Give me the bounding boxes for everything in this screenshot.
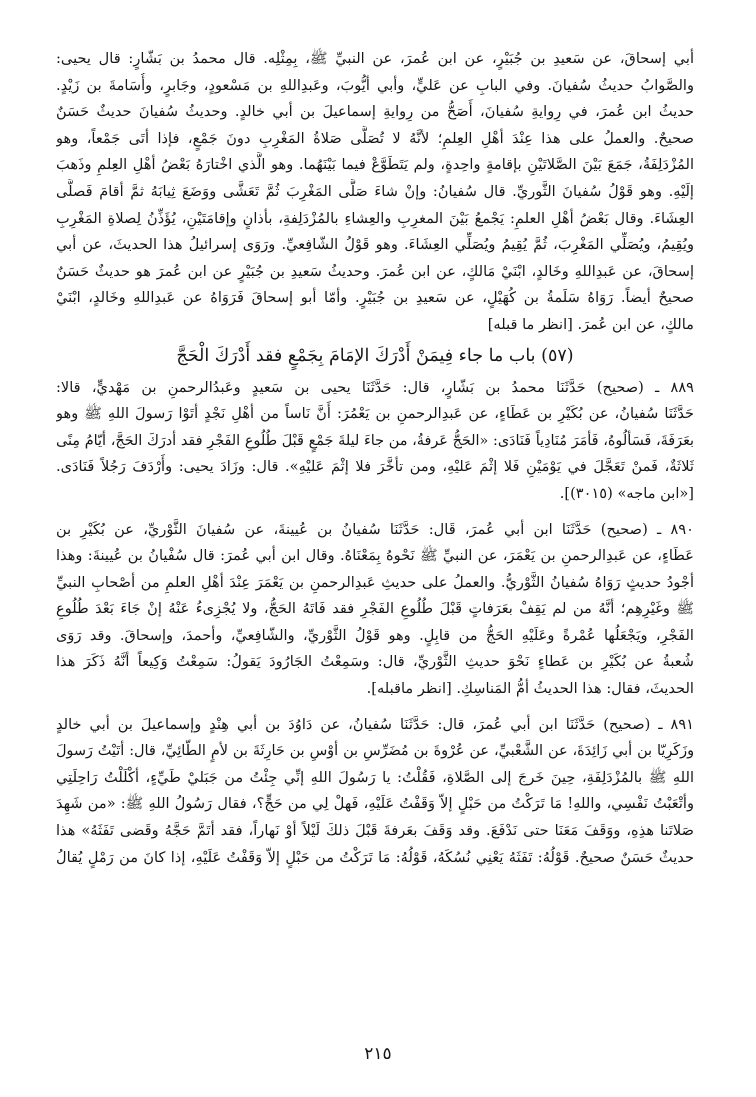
text-line: بعَرَفَةَ، فَسَألُوهُ، فَأمَرَ مُنَادِياً فَنَادَى: «الحَجُّ عَرفةُ، من جاءَ ليلةَ جَمْعٍ قَبْلَ طُلُوعِ الفَجْرِ فقد أدرَكَ الحَجَّ، أيّامُ مِنًى xyxy=(56,432,694,449)
text-line: ويُقِيمُ، ويُصَلِّي المَغْرِبَ، ثُمَّ يُقِيمُ ويُصَلِّي العِشَاءَ. وهو قَوْلُ الشّافِعيِّ. ورَوَى إسرائيلُ هذا الحديثَ، عن أبي xyxy=(56,236,694,254)
text-line: عَطَاءٍ، عن عَبدِالرحمنِ بن يَعْمَرَ، عن النبيِّ ﷺ نَحْوهُ بِمَعْنَاهُ. وقال ابن أبي عُمرَ: قال سُفْيانُ بن عُيينةَ: وهذا xyxy=(56,547,694,565)
chapter-heading: (٥٧) باب ما جاء فِيمَنْ أَدْرَكَ الإمَامَ بِجَمْعٍ فقد أَدْرَكَ الْحَجَّ xyxy=(176,345,574,366)
page-number: ٢١٥ xyxy=(364,1044,392,1064)
paragraph-gap xyxy=(56,508,694,515)
hadith-889 xyxy=(56,375,694,508)
text-line: إسحاقَ، عن عَبدِاللهِ وخَالدٍ، ابْنَيْ مَالكٍ، عن ابن عُمرَ. وحديثُ سَعيدِ بن جُبَيْرٍ عن ابن عُمرَ هو حديثٌ حَسَنٌ xyxy=(56,262,694,280)
text-line: وزَكَرِيّا بن أبي زَائِدَةَ، عن الشَّعْبيِّ، عن عُرْوةَ بن مُضَرِّسِ بن أوْسِ بن حَارِثَةَ بن لأمٍ الطّائِيِّ، قال: أتَيْتُ رَسولَ xyxy=(56,743,694,760)
text-line: الفَجْرِ، ويَجْعَلُها عُمْرةً وعَلَيْهِ الحَجُّ من قابِلٍ. وهو قَوْلُ الثَّوْريِّ، والشّافِعيِّ، وأحمدَ، وإسحاقَ. وقد رَوَى xyxy=(56,626,694,644)
text-line: المُزْدَلِفَةُ، جَمَعَ بَيْنَ الصَّلاتَيْنِ بإقامةٍ واحِدةٍ، ولم يَتَطَوَّعْ فيما بَيْنَهُما. وهو الَّذي اخْتارَهُ بَعْضُ أهْلِ العِلمِ وذَهبَ xyxy=(56,156,694,174)
text-line: وأتْعَبْتُ نَفْسِي، واللهِ! مَا تَرَكْتُ من حَبْلٍ إلاّ وَقَفْتُ عَلَيْهِ، فَهلْ لِي من حَجٍّ؟، فقال رَسُولُ اللهِ ﷺ: «من شَهِدَ xyxy=(56,795,694,813)
text-line: ثَلاثَةٌ، فَمنْ تَعَجَّلَ في يَوْمَيْنِ فَلا إثْمَ عَليْهِ، ومن تأخَّرَ فلا إثْمَ عَليْهِ». قال: وزَادَ يحيى: وأَرْدَفَ رَجُلاً فَنَادَى. xyxy=(56,458,694,476)
text-line: الحديثَ، فقال: هذا الحديثُ أمُّ المَناسِكِ. [انظر ماقبله]. xyxy=(366,680,694,698)
text-line: صحيحٌ أيضاً. رَوَاهُ سَلَمةُ بن كُهَيْلٍ، عن سَعيدِ بن جُبَيْرٍ. وأمّا أبو إسحاقَ فَرَوَاهُ عن عَبدِاللهِ وخَالدٍ، ابْنَيْ xyxy=(56,289,694,307)
hadith-891 xyxy=(56,712,694,872)
text-line: صَلاتَنا هذِهِ، ووَقَفَ مَعَنَا حتى نَدْفَعَ. وقد وَقَفَ بعَرفةَ قَبْلَ ذلكَ لَيْلاً أوْ نَهاراً، فقد أتَمَّ حَجَّهُ وقَضى تَفَثَهُ» هذا xyxy=(56,822,694,840)
text-line: شُعبةُ عن بُكَيْرِ بن عَطاءٍ نَحْوَ حديثِ الثَّوْريِّ، قال: وسَمِعْتُ الجَارُودَ يَقولُ: سَمِعْتُ وَكِيعاً أنَّهُ ذَكَرَ هذا xyxy=(56,653,694,671)
text-line: أجْودُ حديثٍ رَوَاهُ سُفيانُ الثَّوْريُّ. والعملُ على حديثِ عَبدِالرحمنِ بن يَعْمَرَ عِنْدَ أهْلِ العلمِ من أصْحابِ النبيِّ xyxy=(56,573,694,591)
text-line: مالكٍ، عن ابن عُمرَ. [انظر ما قبله] xyxy=(487,315,694,333)
text-line: حديثُ ابن عُمرَ، في رِوايةِ سُفيانَ، أَصَحُّ من رِوايةِ إسماعيلَ بن أبي خالدٍ. وحديثُ سُفيانَ حديثٌ حَسَنٌ xyxy=(56,103,694,121)
hadith-reference: [«ابن ماجه» (٣٠١٥)]. xyxy=(559,484,694,502)
text-line: ٨٩١ ـ (صحيح) حَدَّثَنَا ابن أبي عُمرَ، قال: حَدَّثَنَا سُفيانُ، عن دَاوُدَ بن أبي هِنْدٍ وإسماعيلَ بن أبي خالدٍ xyxy=(56,715,694,733)
continuation-text xyxy=(56,46,694,339)
text-line: حديثٌ حَسَنٌ صحيحٌ. قَوْلُهُ: تَفَثَهُ يَعْنِي نُسُكَهُ، قَوْلُهُ: مَا تَرَكْتُ من حَبْلٍ إلاّ وَقَفْتُ عَلَيْهِ، إذا كانَ من رَمْلٍ يُقالُ xyxy=(56,848,694,866)
text-line: إلَيْهِ. وهو قَوْلُ سُفيانَ الثَّوريِّ. قال سُفيانُ: وإنْ شاءَ صَلَّى المَغْرِبَ ثُمَّ تَعَشَّى ووَضَعَ ثِيابَهُ ثمَّ أقامَ فَصلَّى xyxy=(56,182,694,200)
text-line: حَدَّثَنَا سُفيانُ، عن بُكَيْرِ بن عَطَاءٍ، عن عَبدِالرحمنِ بن يَعْمُرَ: أَنَّ نَاساً من أهْلِ نَجْدٍ أتَوْا رَسولَ اللهِ ﷺ وهو xyxy=(56,405,694,423)
text-line: والصَّوابُ حديثُ سُفيانَ. وفي البابِ عن عَليٍّ، وأبي أيُّوبَ، وعَبدِاللهِ بن مَسْعودٍ، وجَابرٍ، وأُسَامةَ بن زَيْدٍ. xyxy=(56,76,694,94)
text-line: ٨٨٩ ـ (صحيح) حَدَّثَنَا محمدُ بن بَشّارٍ، قال: حَدَّثَنَا يحيى بن سَعيدٍ وعَبدُالرحمنِ بن مَهْديٍّ، قالا: xyxy=(56,378,694,396)
text-line: صحيحٌ. والعملُ على هذا عِنْدَ أهْلِ العِلمِ؛ لأنَّهُ لا تُصَلَّى صَلاةُ المَغْرِبِ دونَ جَمْعٍ، فإذا أتَى جَمْعاً، وهو xyxy=(56,129,694,147)
text-line: العِشَاءَ. وقال بَعْضُ أهْلِ العلمِ: يَجْمعُ بَيْنَ المغرِبِ والعِشاءِ بالمُزْدَلِفةِ، بأذانٍ وإقامَتَيْنِ، يُؤَذِّنُ لِصلاةِ المَغْرِبِ xyxy=(56,209,694,227)
paragraph-gap xyxy=(56,703,694,710)
text-line: ٨٩٠ ـ (صحيح) حَدَّثَنَا ابن أبي عُمرَ، قَال: حَدَّثَنَا سُفيانُ بن عُيينةَ، عن سُفيانَ الثَّوْريِّ، عن بُكَيْرِ بن xyxy=(56,520,694,538)
text-line: ﷺ وغَيْرِهِم؛ أنَّهُ من لم يَقِفْ بعَرَفاتٍ قَبْلَ طُلُوعِ الفَجْرِ فقد فَاتَهُ الحَجُّ، ولا يُجْزِىءُ عَنْهُ إنْ جَاءَ بَعْدَ طُلُوعِ xyxy=(56,600,694,618)
hadith-890 xyxy=(56,517,694,703)
text-line: اللهِ ﷺ بالمُزْدَلِفَةِ، حِينَ خَرجَ إلى الصَّلاةِ، فَقُلْتُ: يا رَسُولَ اللهِ إنِّي جِئْتُ من جَبَليْ طَيِّءٍ، أكْلَلْتُ رَاحِلَتِي xyxy=(56,768,694,786)
text-line: أبي إسحاقَ، عن سَعيدِ بن جُبَيْرٍ، عن ابن عُمرَ، عن النبيِّ ﷺ، بِمِثْلِه. قال محمدُ بن بَشّارٍ: قال يحيى: xyxy=(56,50,694,67)
